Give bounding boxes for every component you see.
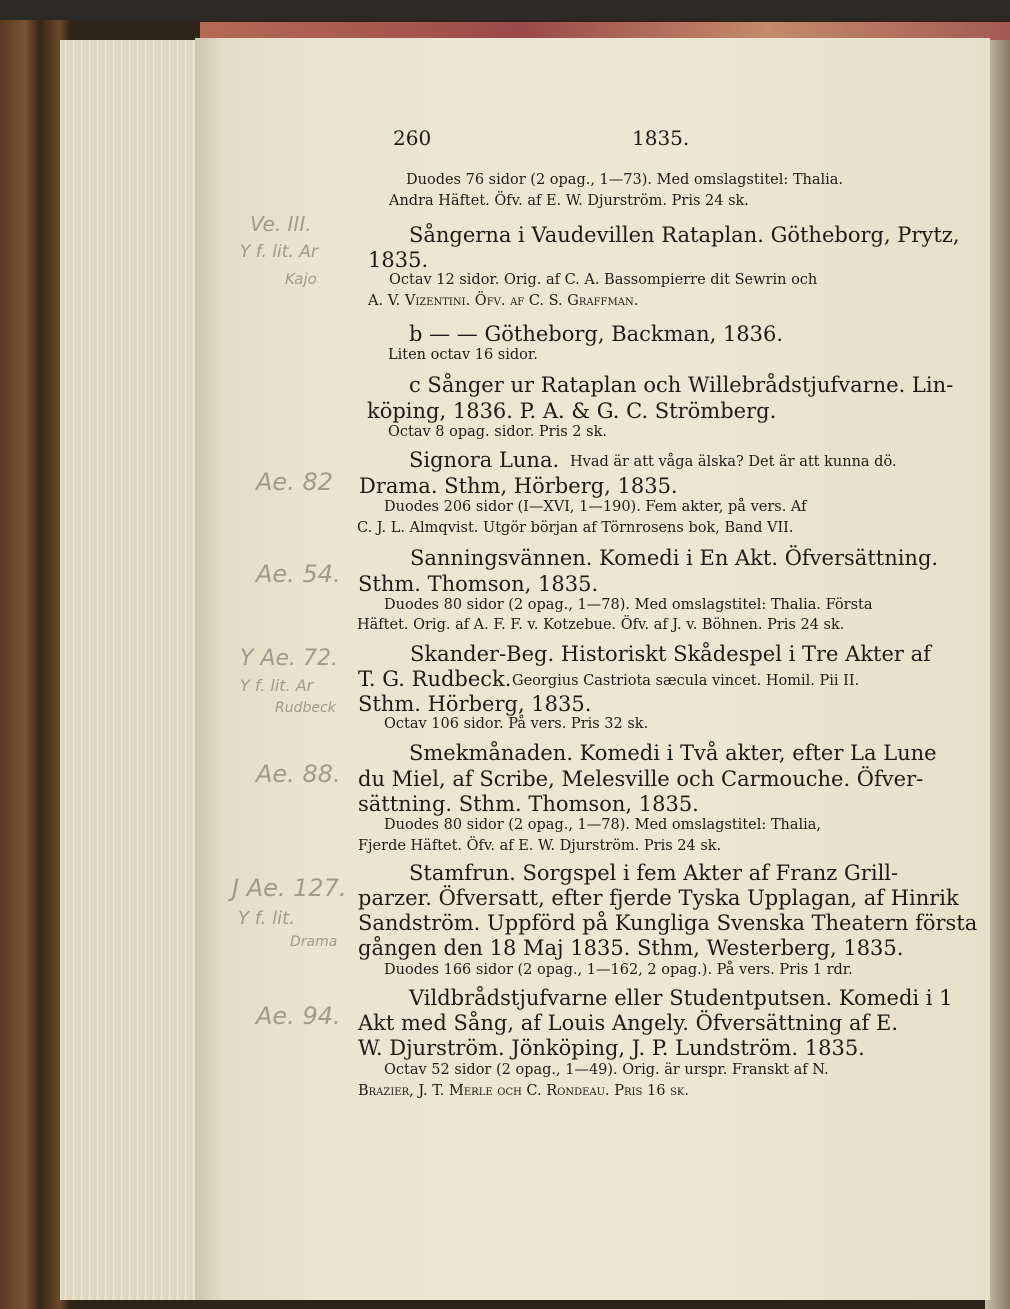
margin-note: Drama	[290, 934, 338, 950]
motto: Hvad är att våga älska? Det är att kunna dö.	[570, 454, 897, 470]
text-line: Drama. Sthm, Hörberg, 1835.	[359, 474, 678, 498]
margin-note: Ve. III.	[250, 212, 312, 236]
entry-title: c Sånger ur Rataplan och Willebrådstjufvarne. Lin-	[409, 373, 954, 397]
text-line: Fjerde Häftet. Öfv. af E. W. Djurström. Pris 24 sk.	[358, 838, 722, 854]
margin-note: Ae. 82	[256, 468, 333, 496]
text-line: Octav 8 opag. sidor. Pris 2 sk.	[388, 424, 607, 440]
margin-note: Y f. lit. Ar	[240, 676, 314, 695]
text-line: T. G. Rudbeck.	[358, 667, 512, 691]
margin-note: J Ae. 127.	[232, 874, 347, 902]
text-line: Duodes 76 sidor (2 opag., 1—73). Med omslagstitel: Thalia.	[406, 172, 844, 188]
text-line: Akt med Sång, af Louis Angely. Öfversättning af E.	[358, 1011, 898, 1035]
text-line: parzer. Öfversatt, efter fjerde Tyska Upplagan, af Hinrik	[358, 886, 959, 910]
text-line: köping, 1836. P. A. & G. C. Strömberg.	[367, 399, 777, 423]
text-line: du Miel, af Scribe, Melesville och Carmouche. Öfver-	[358, 767, 924, 791]
text-line: gången den 18 Maj 1835. Sthm, Westerberg, 1835.	[358, 936, 904, 960]
margin-note: Kajo	[285, 270, 317, 288]
entry-title: Stamfrun. Sorgspel i fem Akter af Franz Grill-	[409, 861, 899, 885]
text-line: Häftet. Orig. af A. F. F. v. Kotzebue. Öfv. af J. v. Böhnen. Pris 24 sk.	[357, 617, 845, 633]
text-line: W. Djurström. Jönköping, J. P. Lundström. 1835.	[358, 1036, 865, 1060]
entry-title: b — — Götheborg, Backman, 1836.	[409, 322, 784, 346]
margin-note: Y f. lit.	[238, 908, 295, 929]
margin-note: Rudbeck	[275, 700, 336, 716]
text-line: Duodes 206 sidor (I—XVI, 1—190). Fem akter, på vers. Af	[384, 499, 807, 515]
margin-note: Y f. lit. Ar	[240, 242, 318, 262]
running-head-year: 1835.	[632, 126, 690, 150]
entry-title: Vildbrådstjufvarne eller Studentputsen. Komedi i 1	[409, 986, 953, 1010]
entry-title: Sångerna i Vaudevillen Rataplan. Götheborg, Prytz,	[409, 223, 960, 247]
text-line: Sthm. Hörberg, 1835.	[358, 692, 592, 716]
text-line: Duodes 166 sidor (2 opag., 1—162, 2 opag.). På vers. Pris 1 rdr.	[384, 962, 853, 978]
text-line: Sandström. Uppförd på Kungliga Svenska Theatern första	[358, 911, 978, 935]
text-line: 1835.	[368, 248, 429, 272]
margin-note: Ae. 88.	[256, 760, 341, 788]
text-line: C. J. L. Almqvist. Utgör början af Törnrosens bok, Band VII.	[357, 520, 794, 536]
motto: Georgius Castriota sæcula vincet. Homil. Pii II.	[512, 673, 860, 689]
text-line: A. V. Vizentini. Öfv. af C. S. Graffman.	[368, 293, 639, 309]
text-line: Brazier, J. T. Merle och C. Rondeau. Pris 16 sk.	[358, 1083, 689, 1099]
page-number: 260	[393, 126, 432, 150]
text-line: Andra Häftet. Öfv. af E. W. Djurström. Pris 24 sk.	[389, 193, 749, 209]
text-line: Duodes 80 sidor (2 opag., 1—78). Med omslagstitel: Thalia,	[384, 817, 822, 833]
margin-note: Ae. 94.	[256, 1002, 341, 1030]
text-line: sättning. Sthm. Thomson, 1835.	[358, 792, 699, 816]
margin-note: Ae. 54.	[256, 560, 341, 588]
entry-title: Signora Luna.	[409, 448, 560, 472]
text-line: Duodes 80 sidor (2 opag., 1—78). Med omslagstitel: Thalia. Första	[384, 597, 873, 613]
text-line: Sthm. Thomson, 1835.	[358, 572, 599, 596]
text-line: Liten octav 16 sidor.	[388, 347, 538, 363]
entry-title: Skander-Beg. Historiskt Skådespel i Tre Akter af	[410, 642, 931, 666]
entry-title: Smekmånaden. Komedi i Två akter, efter La Lune	[409, 741, 937, 765]
page-stack	[60, 40, 200, 1300]
text-line: Octav 52 sidor (2 opag., 1—49). Orig. är urspr. Franskt af N.	[384, 1062, 829, 1078]
text-line: Octav 106 sidor. På vers. Pris 32 sk.	[384, 716, 649, 732]
entry-title: Sanningsvännen. Komedi i En Akt. Öfversättning.	[410, 546, 939, 570]
margin-note: Y Ae. 72.	[240, 646, 338, 671]
text-line: Octav 12 sidor. Orig. af C. A. Bassompierre dit Sewrin och	[389, 272, 818, 288]
